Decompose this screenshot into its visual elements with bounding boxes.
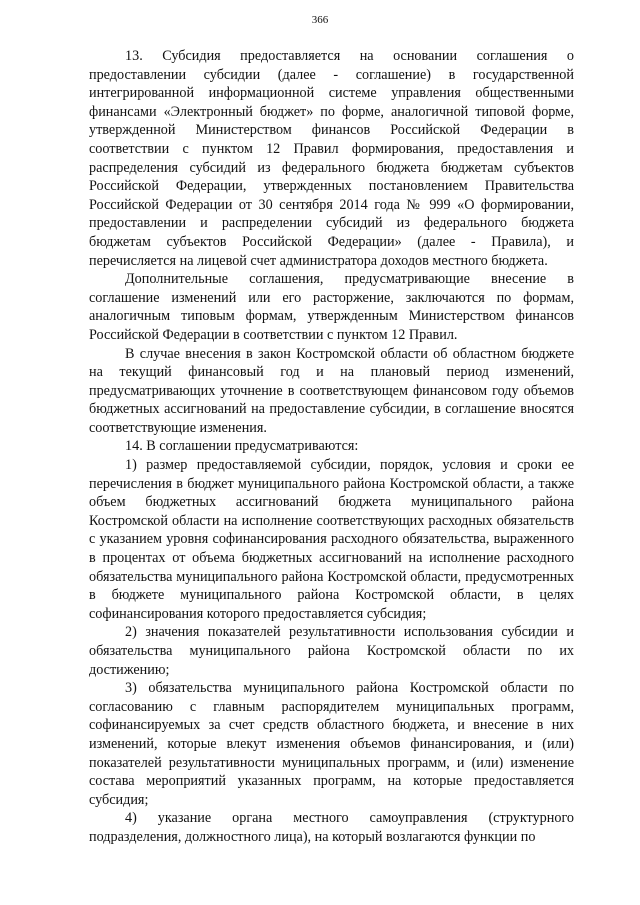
list-item-4-responsible-body: 4) указание органа местного самоуправления (структурного подразделения, должностного лица), на который возлагаются функции по [89,810,574,845]
paragraph-13-subsidy-agreement: 13. Субсидия предоставляется на основании соглашения о предоставлении субсидии (далее - соглашение) в государственной интегрированной информационной системе управления общественными финансами «Электронный бюджет» по форме, аналогичной типовой форме, утвержденной Министерством финансов Российской Федерации в соответствии с пунктом 12 Правил формирования, предоставления и распределения субсидий из федерального бюджета бюджетам субъектов Российской Федерации, утвержденных постановлением Правительства Российской Федерации от 30 сентября 2014 года № 999 «О формировании, предоставлении и распределении субсидий из федерального бюджета бюджетам субъектов Российской Федерации» (далее - Правила), и перечисляется на лицевой счет администратора доходов местного бюджета. [89,48,574,269]
document-body [89,47,574,847]
list-item-2-performance-indicators: 2) значения показателей результативности использования субсидии и обязательства муниципального района Костромской области по их достижению; [89,624,574,678]
list-item-1-subsidy-amount: 1) размер предоставляемой субсидии, порядок, условия и сроки ее перечисления в бюджет муниципального района Костромской области, а также объем бюджетных ассигнований бюджета муниципального района Костромской области на исполнение соответствующих расходных обязательств с указанием уровня софинансирования расходного обязательства, выраженного в процентах от объема бюджетных ассигнований на исполнение расходного обязательства муниципального района Костромской области, предусмотренных в бюджете муниципального района Костромской области, в целях софинансирования которого предоставляется субсидия; [89,457,574,622]
paragraph-budget-law-changes: В случае внесения в закон Костромской области об областном бюджете на текущий финансовый год и на плановый период изменений, предусматривающих уточнение в соответствующем финансовом году объемов бюджетных ассигнований на предоставление субсидии, в соглашение вносятся соответствующие изменения. [89,345,574,436]
page-number: 366 [311,14,329,26]
paragraph-additional-agreements: Дополнительные соглашения, предусматривающие внесение в соглашение изменений или его расторжение, заключаются по формам, аналогичным типовым формам, утвержденным Министерством финансов Российской Федерации в соответствии с пунктом 12 Правил. [89,271,574,343]
paragraph-14-agreement-contents: 14. В соглашении предусматриваются: [125,438,359,455]
list-item-3-program-obligations: 3) обязательства муниципального района Костромской области по согласованию с главным распорядителем муниципальных программ, софинансируемых за счет средств областного бюджета, и внесение в них изменений, которые влекут изменения объемов финансирования, и (или) показателей результативности муниципальных программ, и (или) изменение состава мероприятий указанных программ, на которые предоставляется субсидия; [89,680,574,808]
